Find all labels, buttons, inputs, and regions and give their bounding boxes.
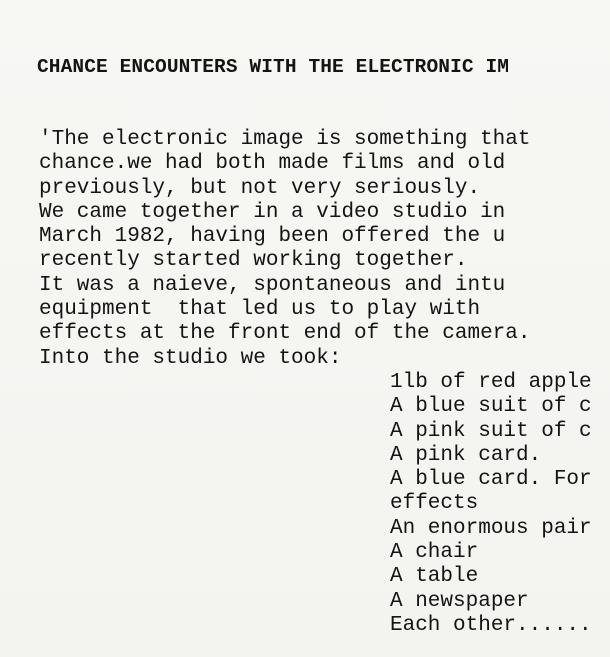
paragraph-line: March 1982, having been offered the u — [39, 225, 506, 249]
list-item: A newspaper — [390, 589, 529, 613]
list-item: A blue suit of c — [390, 395, 592, 419]
body-paragraph — [39, 128, 530, 371]
list-item: An enormous pair — [390, 516, 592, 540]
list-item: A chair — [390, 541, 479, 565]
list-item: A blue card. For — [390, 468, 592, 492]
paragraph-line: We came together in a video studio in — [39, 200, 506, 224]
paragraph-line: 'The electronic image is something that — [39, 128, 531, 151]
paragraph-line: Into the studio we took: — [39, 346, 342, 370]
list-item: A pink card. — [390, 443, 542, 467]
list-item: effects — [390, 492, 479, 516]
list-item: A pink suit of c — [390, 419, 592, 443]
studio-items-list — [390, 371, 592, 638]
paragraph-line: recently started working together. — [39, 249, 468, 273]
paragraph-line: chance.we had both made films and old — [39, 152, 506, 176]
paragraph-line: previously, but not very seriously. — [39, 176, 481, 200]
list-item: A table — [390, 565, 479, 589]
list-item: Each other...... — [390, 613, 592, 637]
paragraph-line: It was a naieve, spontaneous and intu — [39, 273, 506, 297]
paragraph-line: effects at the front end of the camera. — [39, 322, 531, 346]
list-item: 1lb of red apple — [390, 371, 592, 394]
paragraph-line: equipment that led us to play with — [39, 298, 481, 322]
document-title: CHANCE ENCOUNTERS WITH THE ELECTRONIC IM — [37, 56, 510, 78]
